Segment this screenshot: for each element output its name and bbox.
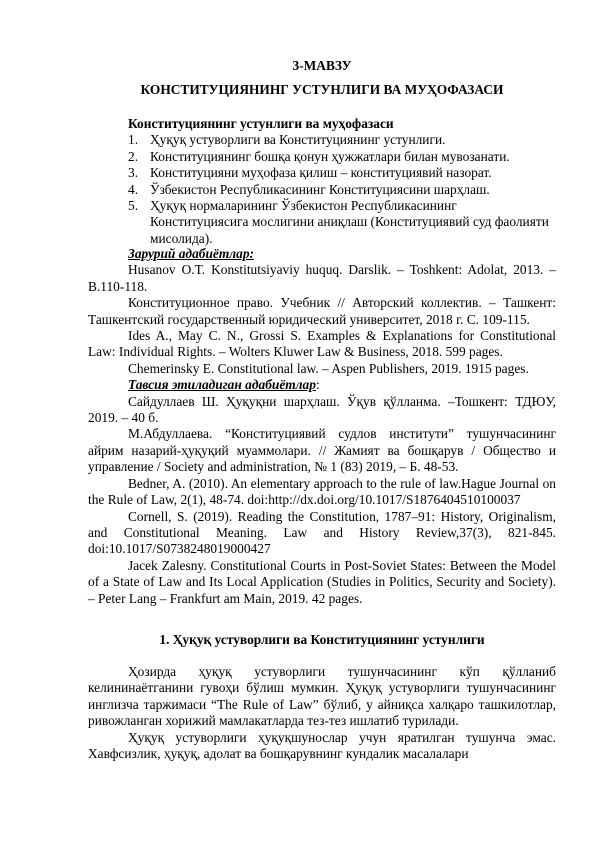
literature-entry: М.Абдуллаева. “Конституциявий судлов институти” тушунчасининг айрим назарий-ҳуқуқий муаммолари. // Жамият ва бошқарув / Общество и управление / Society and administration, № 1 (83) 2019, – Б. 48-53. [88,426,556,475]
literature-entry: Chemerinsky E. Constitutional law. – Aspen Publishers, 2019. 1915 pages. [128,360,529,376]
plan-list [128,132,556,247]
topic-plan [128,116,556,247]
recommended-literature-heading-line [88,377,556,393]
recommended-literature-heading: Тавсия этиладиган адабиётлар [128,377,316,393]
heading-colon: : [315,377,320,393]
required-literature-heading: Зарурий адабиётлар: [128,246,254,261]
topic-number: 3-МАВЗУ [292,58,352,73]
literature-entry: Ides A., May C. N., Grossi S. Examples & Explanations for Constitutional Law: Individual Rights. – Wolters Kluwer Law & Business, 2018. 599 pages. [88,328,556,360]
list-item: 4. Ўзбекистон Республикасининг Конституциясини шарҳлаш. [128,181,490,197]
literature-entry: Сайдуллаев Ш. Ҳуқуқни шарҳлаш. Ўқув қўлланма. –Тошкент: ТДЮУ, 2019. – 40 б. [88,393,556,426]
body-paragraph: Ҳуқуқ устуворлиги ҳуқуқшунослар учун яратилган тушунча эмас. Хавфсизлик, ҳуқуқ, адолат ва бошқарувнинг кундалик масалалари [88,729,556,762]
section-heading: 1. Ҳуқуқ устуворлиги ва Конституциянинг устунлиги [159,632,485,647]
body-paragraph: Ҳозирда ҳуқуқ устуворлиги тушунчасининг кўп қўлланиб келининаётганини гувоҳи бўлиш мумкин. Ҳуқуқ устуворлиги тушунчасининг инглизча таржимаси “The Rule of Law” бўлиб, у айниқса халқаро ташкилотлар, ривожланган хорижий мамлакатларда тез-тез ишлатиб турилади. [88,664,556,729]
literature-entry: Husanov O.T. Konstitutsiyaviy huquq. Darslik. – Toshkent: Adolat, 2013. – B.110-118. [88,262,556,294]
plan-heading: Конституциянинг устунлиги ва муҳофазаси [128,116,394,131]
list-item: 5. Ҳуқуқ нормаларининг Ўзбекистон Республикасининг Конституциясига мослигини аниқлаш (Конституциявий суд фаолияти мисолида). [128,198,549,246]
document-title: КОНСТИТУЦИЯНИНГ УСТУНЛИГИ ВА МУҲОФАЗАСИ [140,82,504,97]
list-item: 3. Конституцияни муҳофаза қилиш – конституциявий назорат. [128,165,492,181]
literature-entry: Конституционное право. Учебник // Авторский коллектив. – Ташкент: Ташкентский государственный юридический университет, 2018 г. С. 109-115. [88,295,556,327]
section-body [88,664,556,762]
list-item: 1. Ҳуқуқ устуворлиги ва Конституциянинг устунлиги. [128,132,446,148]
literature-entry: Cornell, S. (2019). Reading the Constitution, 1787–91: History, Originalism, and Constitutional Meaning. Law and History Review,37(3), 821-845. doi:10.1017/S0738248019000427 [88,508,556,557]
literature-entry: Jacek Zalesny. Constitutional Courts in Post-Soviet States: Between the Model of a State of Law and Its Local Application (Studies in Politics, Security and Society). – Peter Lang – Frankfurt am Main, 2019. 42 pages. [88,557,556,606]
literature-entry: Bedner, A. (2010). An elementary approach to the rule of law.Hague Journal on the Rule of Law, 2(1), 48-74. doi:http://dx.doi.org/10.1017/S1876404510100037 [88,475,556,508]
literature-section [88,246,556,607]
list-item: 2. Конституциянинг бошқа қонун ҳужжатлари билан мувозанати. [128,148,510,164]
